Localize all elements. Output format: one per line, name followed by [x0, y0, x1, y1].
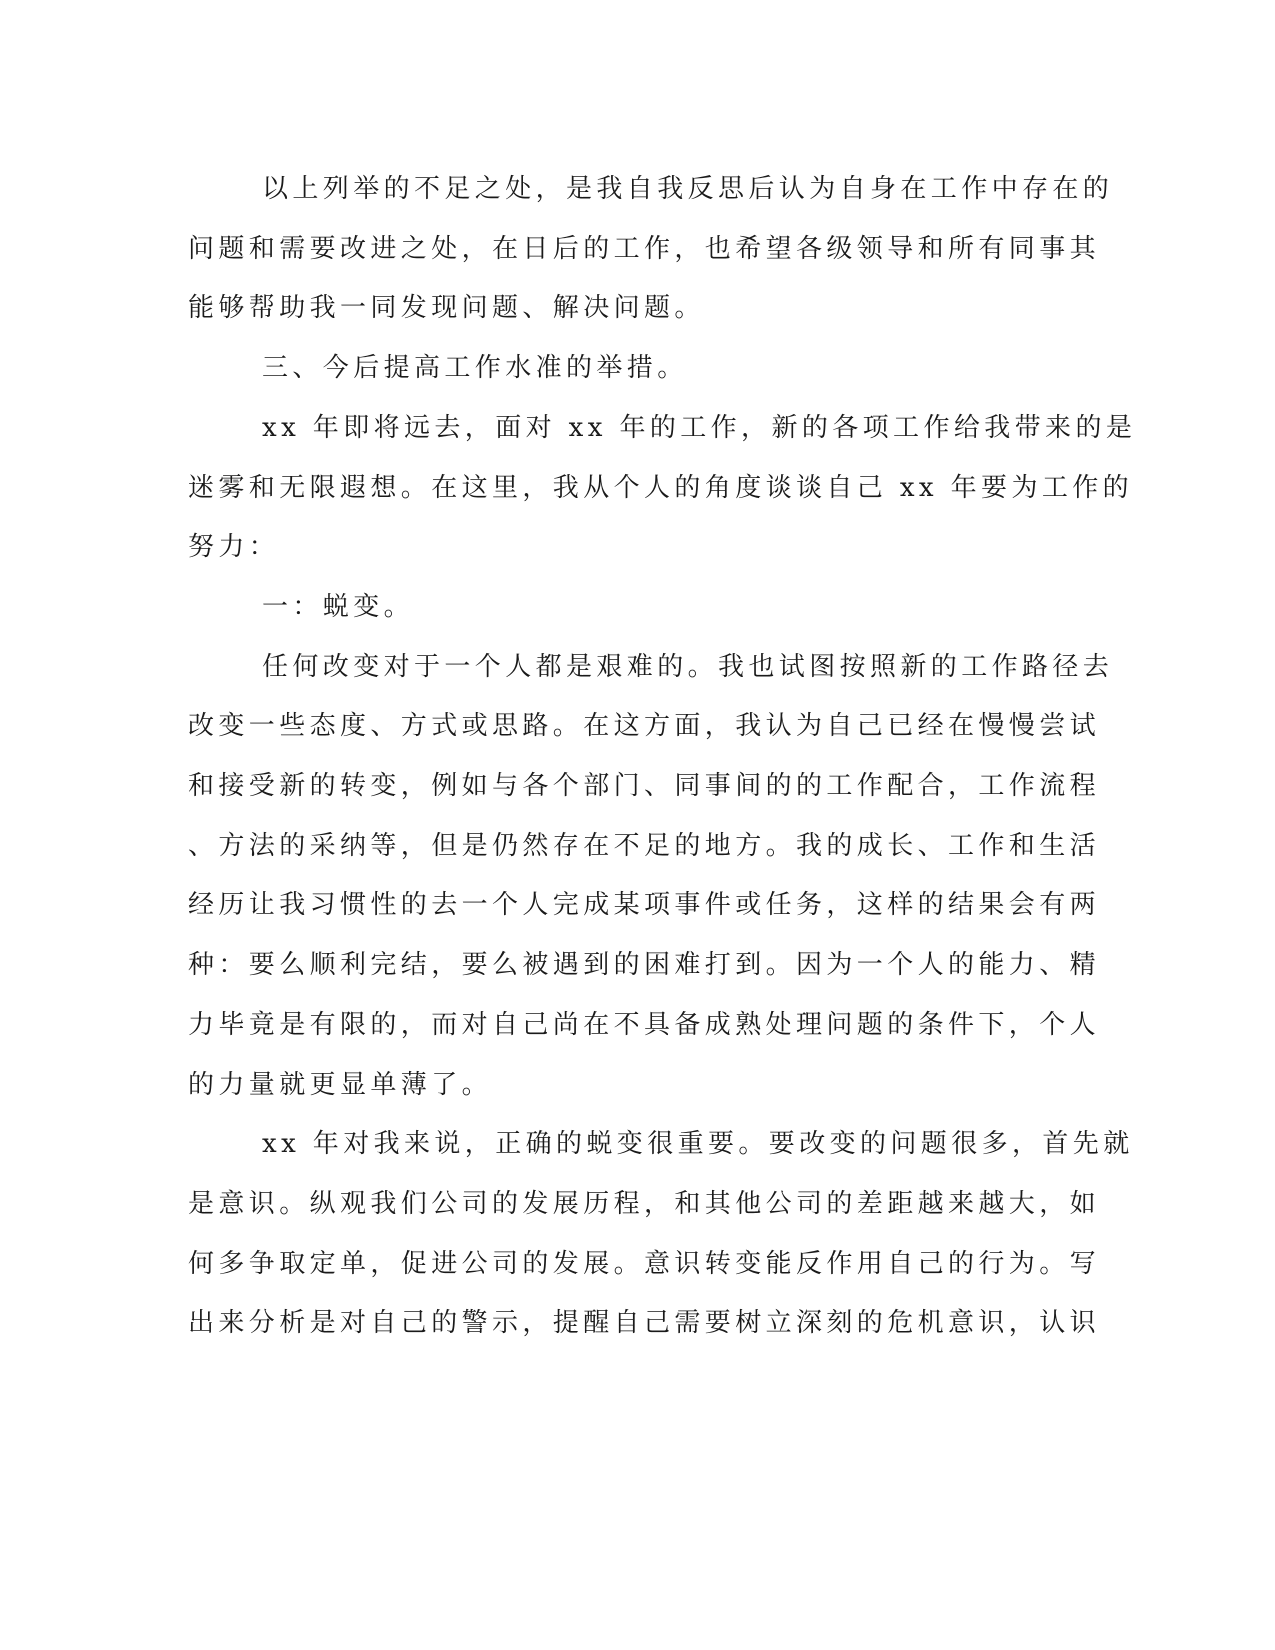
text-line: 种：要么顺利完结，要么被遇到的困难打到。因为一个人的能力、精: [188, 950, 1101, 981]
text-line: 三、今后提高工作水准的举措。: [262, 353, 688, 384]
text-line: 和接受新的转变，例如与各个部门、同事间的的工作配合，工作流程: [188, 771, 1101, 802]
text-line: 、方法的采纳等，但是仍然存在不足的地方。我的成长、工作和生活: [188, 830, 1101, 861]
paragraph-1: [188, 160, 1114, 339]
text-line: 改变一些态度、方式或思路。在这方面，我认为自己已经在慢慢尝试: [188, 711, 1101, 742]
document-body: [188, 160, 1137, 1354]
text-line: 任何改变对于一个人都是艰难的。我也试图按照新的工作路径去: [262, 651, 1114, 682]
text-line: xx 年即将远去，面对 xx 年的工作，新的各项工作给我带来的是: [262, 412, 1137, 443]
text-line: 以上列举的不足之处，是我自我反思后认为自身在工作中存在的: [262, 174, 1114, 204]
text-line: xx 年对我来说，正确的蜕变很重要。要改变的问题很多，首先就: [262, 1129, 1134, 1160]
text-line: 的力量就更显单薄了。: [188, 1069, 493, 1100]
subheading-1: [188, 578, 1068, 638]
text-line: 努力：: [188, 532, 280, 563]
text-line: 迷雾和无限遐想。在这里，我从个人的角度谈谈自己 xx 年要为工作的: [188, 472, 1134, 503]
text-line: 经历让我习惯性的去一个人完成某项事件或任务，这样的结果会有两: [188, 890, 1101, 921]
text-line: 力毕竟是有限的，而对自己尚在不具备成熟处理问题的条件下，个人: [188, 1009, 1101, 1040]
paragraph-2: [188, 399, 1137, 578]
text-line: 出来分析是对自己的警示，提醒自己需要树立深刻的危机意识，认识: [188, 1308, 1101, 1339]
paragraph-4: [188, 1115, 1134, 1354]
text-line: 是意识。纵观我们公司的发展历程，和其他公司的差距越来越大，如: [188, 1188, 1101, 1219]
text-line: 问题和需要改进之处，在日后的工作，也希望各级领导和所有同事其: [188, 233, 1101, 264]
text-line: 何多争取定单，促进公司的发展。意识转变能反作用自己的行为。写: [188, 1248, 1101, 1279]
text-line: 能够帮助我一同发现问题、解决问题。: [188, 293, 705, 324]
section-heading-3: [188, 339, 1068, 399]
text-line: 一：蜕变。: [262, 591, 415, 622]
paragraph-3: [188, 638, 1114, 1116]
